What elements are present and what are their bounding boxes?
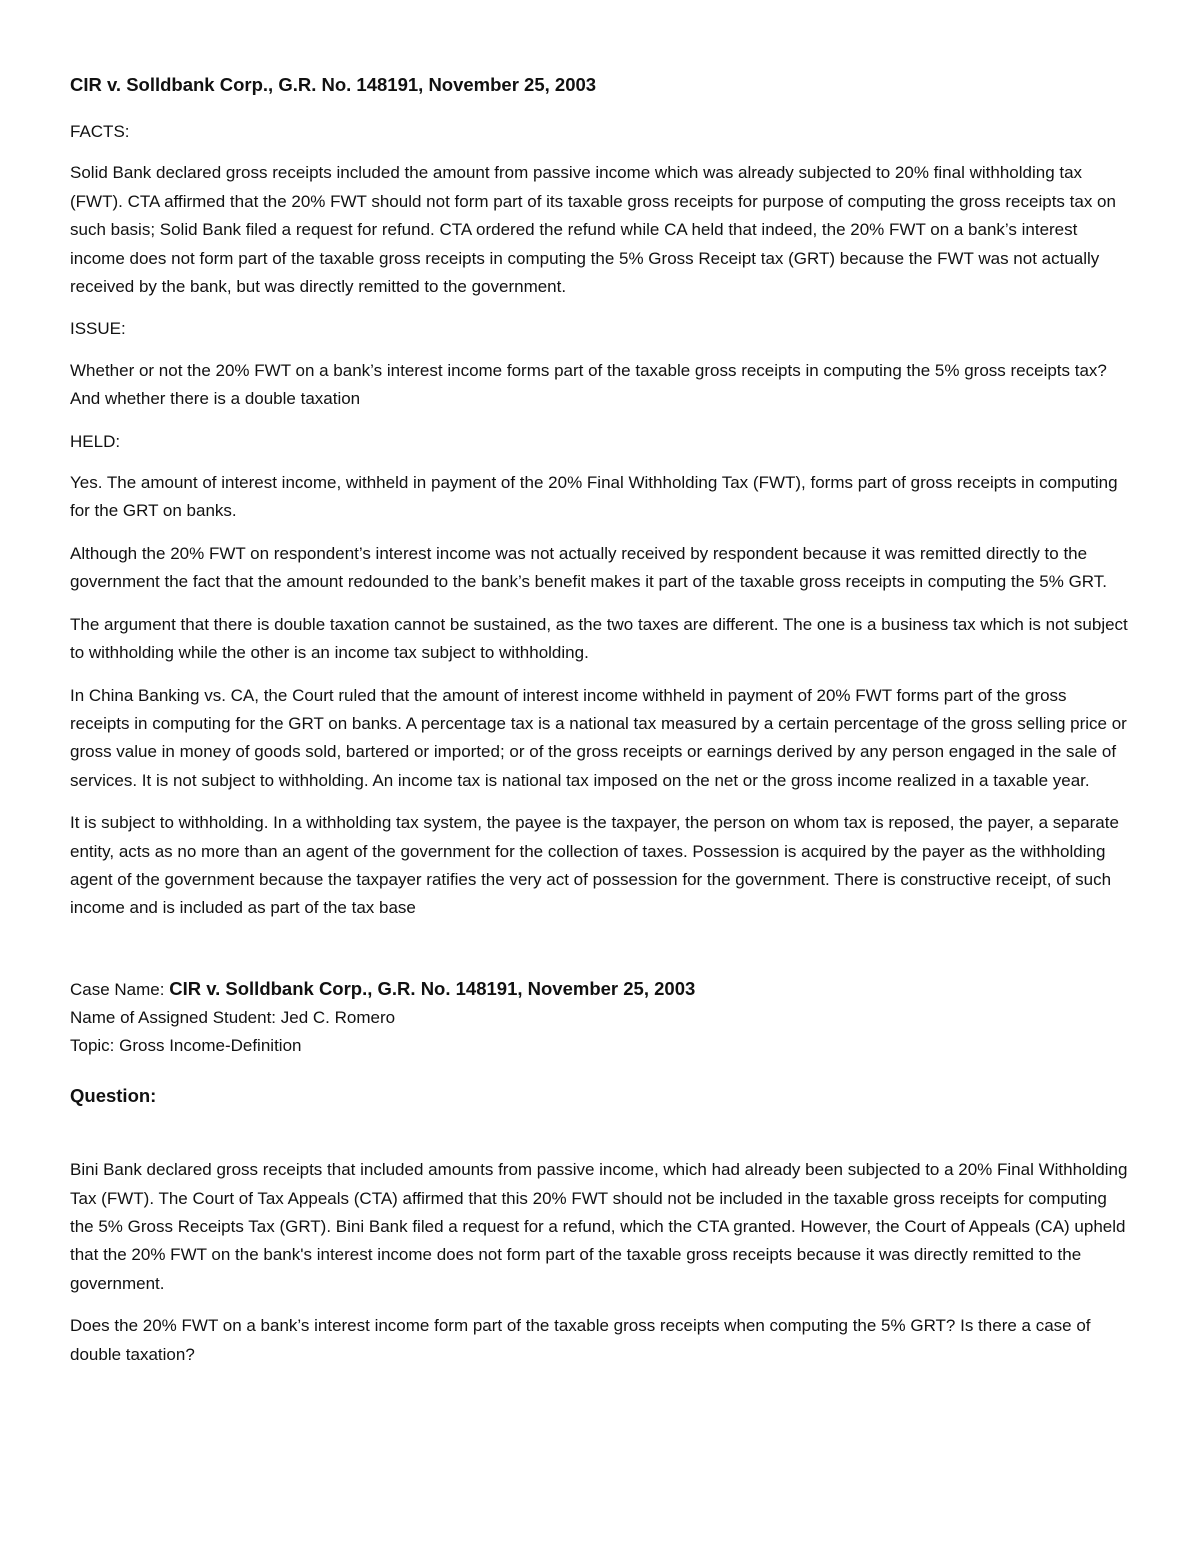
issue-text: Whether or not the 20% FWT on a bank’s interest income forms part of the taxable gross receipts in computing the 5% gross receipts tax? And whether there is a double taxation	[70, 360, 1107, 409]
held-paragraph: Yes. The amount of interest income, withheld in payment of the 20% Final Withholding Tax (FWT), forms part of gross receipts in computing for the GRT on banks.	[70, 473, 1118, 521]
question-heading: Question:	[70, 1084, 157, 1106]
case-name-value: CIR v. Solldbank Corp., G.R. No. 148191, November 25, 2003	[169, 977, 696, 999]
student-line: Name of Assigned Student: Jed C. Romero	[70, 1007, 396, 1027]
question-paragraph: Does the 20% FWT on a bank’s interest income form part of the taxable gross receipts when computing the 5% GRT? Is there a case of double taxation?	[70, 1316, 1091, 1364]
document-page	[70, 70, 1130, 1383]
case-name-line	[70, 975, 1130, 1004]
issue-label: ISSUE:	[70, 319, 126, 339]
topic-line: Topic: Gross Income-Definition	[70, 1035, 302, 1055]
held-paragraph: Although the 20% FWT on respondent’s interest income was not actually received by respondent because it was remitted directly to the government the fact that the amount redounded to the bank’s benefit makes it part of the taxable gross receipts in computing the 5% GRT.	[70, 543, 1107, 592]
facts-label: FACTS:	[70, 122, 130, 141]
case-title: CIR v. Solldbank Corp., G.R. No. 148191, November 25, 2003	[70, 74, 597, 95]
held-paragraph: It is subject to withholding. In a withholding tax system, the payee is the taxpayer, the person on whom tax is reposed, the payer, a separate entity, acts as no more than an agent of the government for the collection of taxes. Possession is acquired by the payer as the withholding agent of the government because the taxpayer ratifies the very act of possession for the government. There is constructive receipt, of such income and is included as part of the tax base	[70, 813, 1119, 918]
held-paragraph: The argument that there is double taxation cannot be sustained, as the two taxes are different. The one is a business tax which is not subject to withholding while the other is an income tax subject to withholding.	[70, 614, 1128, 663]
held-paragraph: In China Banking vs. CA, the Court ruled that the amount of interest income withheld in payment of 20% FWT forms part of the gross receipts in computing for the GRT on banks. A percentage tax is a national tax measured by a certain percentage of the gross selling price or gross value in money of goods sold, bartered or imported; or of the gross receipts or earnings derived by any person engaged in the sale of services. It is not subject to withholding. An income tax is national tax imposed on the net or the gross income realized in a taxable year.	[70, 685, 1127, 790]
section-gap	[70, 937, 1130, 975]
case-name-label: Case Name:	[70, 979, 170, 999]
facts-text: Solid Bank declared gross receipts included the amount from passive income which was already subjected to 20% final withholding tax (FWT). CTA affirmed that the 20% FWT should not form part of its taxable gross receipts for purpose of computing the gross receipts tax on such basis; Solid Bank filed a request for refund. CTA ordered the refund while CA held that indeed, the 20% FWT on a bank’s interest income does not form part of the taxable gross receipts in computing the 5% Gross Receipt tax (GRT) because the FWT was not actually received by the bank, but was directly remitted to the government.	[70, 163, 1116, 297]
question-paragraph: Bini Bank declared gross receipts that included amounts from passive income, which had already been subjected to a 20% Final Withholding Tax (FWT). The Court of Tax Appeals (CTA) affirmed that this 20% FWT should not be included in the taxable gross receipts for computing the 5% Gross Receipts Tax (GRT). Bini Bank filed a request for a refund, which the CTA granted. However, the Court of Appeals (CA) upheld that the 20% FWT on the bank's interest income does not form part of the taxable gross receipts because it was directly remitted to the government.	[70, 1160, 1128, 1293]
held-label: HELD:	[70, 431, 121, 451]
